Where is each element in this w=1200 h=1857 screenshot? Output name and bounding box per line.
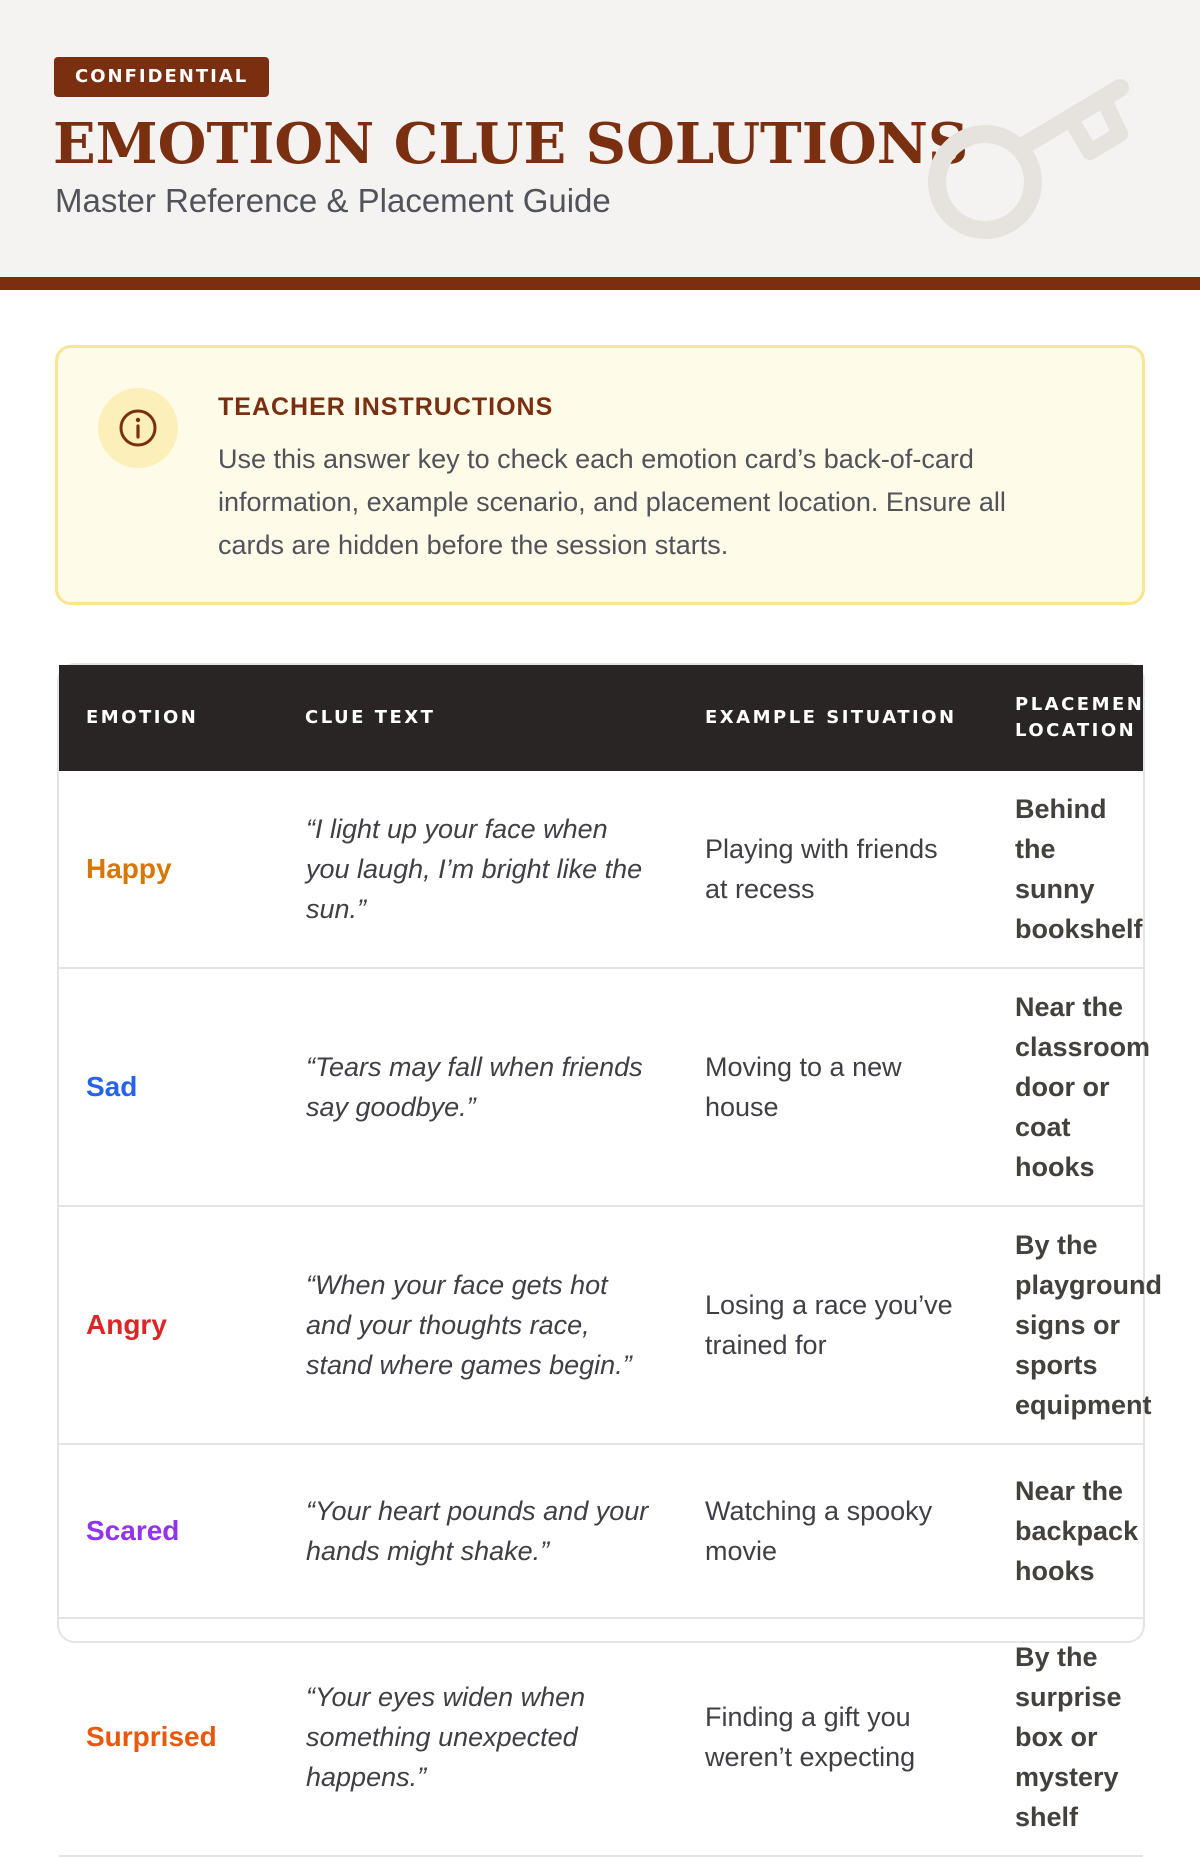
- placement-location-cell: By the playground signs or sports equipment: [1015, 1230, 1162, 1420]
- teacher-instructions-box: [55, 345, 1145, 605]
- confidential-badge: CONFIDENTIAL: [54, 57, 269, 97]
- instructions-title: TEACHER INSTRUCTIONS: [218, 393, 554, 421]
- placement-location-cell: By the surprise box or mystery shelf: [1015, 1642, 1122, 1832]
- table-row: [59, 1206, 1143, 1444]
- example-situation-cell: Watching a spooky movie: [705, 1496, 933, 1566]
- example-situation-cell: Moving to a new house: [705, 1052, 902, 1122]
- table-row: [59, 1618, 1143, 1856]
- table-row: [59, 968, 1143, 1206]
- clue-text-cell: “Your eyes widen when something unexpected happens.”: [306, 1682, 586, 1792]
- placement-location-cell: Near the classroom door or coat hooks: [1015, 992, 1151, 1182]
- clue-text-cell: “When your face gets hot and your thoughts race, stand where games begin.”: [306, 1270, 632, 1380]
- column-header-emotion: EMOTION: [86, 707, 199, 728]
- placement-location-cell: Near the backpack hooks: [1015, 1476, 1139, 1586]
- emotion-cell: Scared: [86, 1515, 180, 1546]
- emotion-cell: Sad: [86, 1071, 138, 1102]
- clue-text-cell: “Tears may fall when friends say goodbye.”: [306, 1052, 643, 1122]
- solutions-table: [57, 663, 1162, 1832]
- example-situation-cell: Finding a gift you weren’t expecting: [705, 1702, 916, 1772]
- column-header-placement-location: PLACEMENT LOCATION: [1015, 694, 1160, 741]
- page-header: [0, 0, 1200, 290]
- page-subtitle: Master Reference & Placement Guide: [55, 182, 611, 219]
- table-header-row: [59, 665, 1143, 771]
- example-situation-cell: Playing with friends at recess: [705, 834, 938, 904]
- info-icon: [98, 388, 178, 468]
- table-row: [59, 771, 1143, 968]
- clue-text-cell: “I light up your face when you laugh, I’m bright like the sun.”: [306, 814, 643, 924]
- placement-location-cell: Behind the sunny bookshelf: [1015, 794, 1143, 944]
- emotion-cell: Happy: [86, 853, 172, 884]
- column-header-example-situation: EXAMPLE SITUATION: [705, 707, 957, 728]
- clue-text-cell: “Your heart pounds and your hands might shake.”: [306, 1496, 649, 1566]
- emotion-cell: Angry: [86, 1309, 167, 1340]
- emotion-cell: Surprised: [86, 1721, 217, 1752]
- table-row: [59, 1444, 1143, 1618]
- column-header-clue-text: CLUE TEXT: [305, 707, 436, 728]
- instructions-body: Use this answer key to check each emotion card’s back-of-card information, example scenario, and placement location. Ensure all cards are hidden before the session starts.: [218, 444, 1006, 560]
- example-situation-cell: Losing a race you’ve trained for: [705, 1290, 953, 1360]
- page-title: EMOTION CLUE SOLUTIONS: [53, 111, 969, 177]
- key-icon: [930, 74, 1140, 244]
